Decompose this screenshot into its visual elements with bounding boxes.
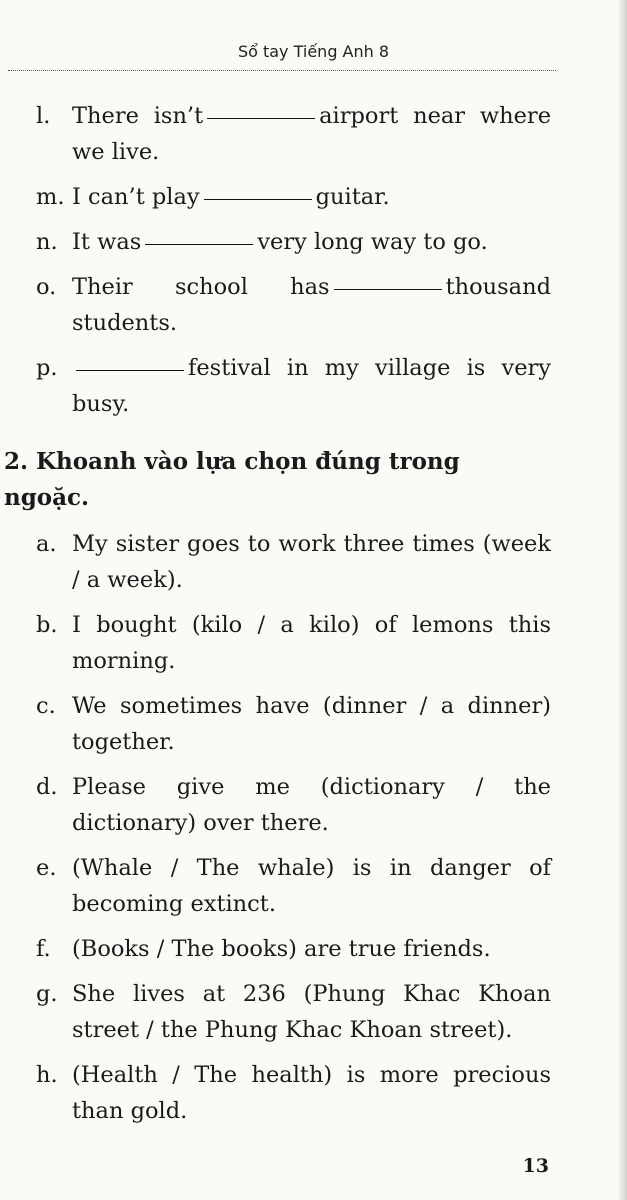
- choice-item-b: [36, 607, 551, 679]
- item-text: [72, 98, 551, 170]
- text-after-blank: thousand students.: [72, 274, 551, 336]
- answer-blank: [204, 199, 312, 200]
- text-after-blank: very long way to go.: [257, 229, 488, 255]
- choice-item-e: [36, 850, 551, 922]
- text-after-blank: airport near where we live.: [72, 103, 552, 165]
- answer-blank: [76, 370, 184, 371]
- item-label: h.: [36, 1062, 58, 1088]
- text-after-blank: festival in my village is very busy.: [72, 355, 551, 417]
- item-label: e.: [36, 855, 57, 881]
- item-text: Please give me (dictionary / the dictionary) over there.: [72, 774, 551, 836]
- item-text: [72, 350, 551, 422]
- exercise-item-n: [36, 224, 551, 260]
- section-heading: 2. Khoanh vào lựa chọn đúng trong ngoặc.: [4, 448, 460, 511]
- item-text: [72, 269, 551, 341]
- page-edge-shadow: [617, 0, 627, 1200]
- item-label: l.: [36, 103, 51, 129]
- choice-item-g: [36, 976, 551, 1048]
- item-text: (Whale / The whale) is in danger of becoming extinct.: [72, 855, 551, 917]
- item-text: I bought (kilo / a kilo) of lemons this morning.: [72, 612, 551, 674]
- item-label: c.: [36, 693, 56, 719]
- item-text: [72, 224, 551, 260]
- answer-blank: [145, 244, 253, 245]
- page-header: Sổ tay Tiếng Anh 8: [237, 42, 390, 61]
- item-text: We sometimes have (dinner / a dinner) together.: [72, 693, 551, 755]
- exercise-item-o: [36, 269, 551, 341]
- text-before-blank: I can’t play: [72, 184, 200, 210]
- page-number: 13: [522, 1155, 549, 1177]
- choice-item-f: [36, 931, 551, 967]
- item-label: a.: [36, 531, 57, 557]
- item-text: [72, 179, 551, 215]
- exercise-item-m: [36, 179, 551, 215]
- item-label: g.: [36, 981, 58, 1007]
- answer-blank: [207, 118, 315, 119]
- choice-item-c: [36, 688, 551, 760]
- item-label: p.: [36, 355, 58, 381]
- item-text: My sister goes to work three times (week / a week).: [72, 531, 551, 593]
- text-after-blank: guitar.: [315, 184, 390, 210]
- exercise-item-p: [36, 350, 551, 422]
- item-text: (Books / The books) are true friends.: [72, 936, 491, 962]
- item-label: b.: [36, 612, 58, 638]
- choice-item-h: [36, 1057, 551, 1129]
- text-before-blank: There isn’t: [72, 103, 204, 129]
- exercise-item-l: [36, 98, 551, 170]
- choice-item-d: [36, 769, 551, 841]
- item-label: m.: [36, 184, 65, 210]
- item-text: She lives at 236 (Phung Khac Khoan street / the Phung Khac Khoan street).: [72, 981, 551, 1043]
- header-dotted-rule: [8, 70, 556, 71]
- text-before-blank: It was: [72, 229, 142, 255]
- item-label: f.: [36, 936, 51, 962]
- answer-blank: [334, 289, 442, 290]
- item-label: d.: [36, 774, 58, 800]
- item-label: n.: [36, 229, 58, 255]
- item-text: (Health / The health) is more precious than gold.: [72, 1062, 551, 1124]
- text-before-blank: Their school has: [72, 274, 330, 300]
- item-label: o.: [36, 274, 57, 300]
- page-content: [4, 98, 552, 1138]
- choice-item-a: [36, 526, 551, 598]
